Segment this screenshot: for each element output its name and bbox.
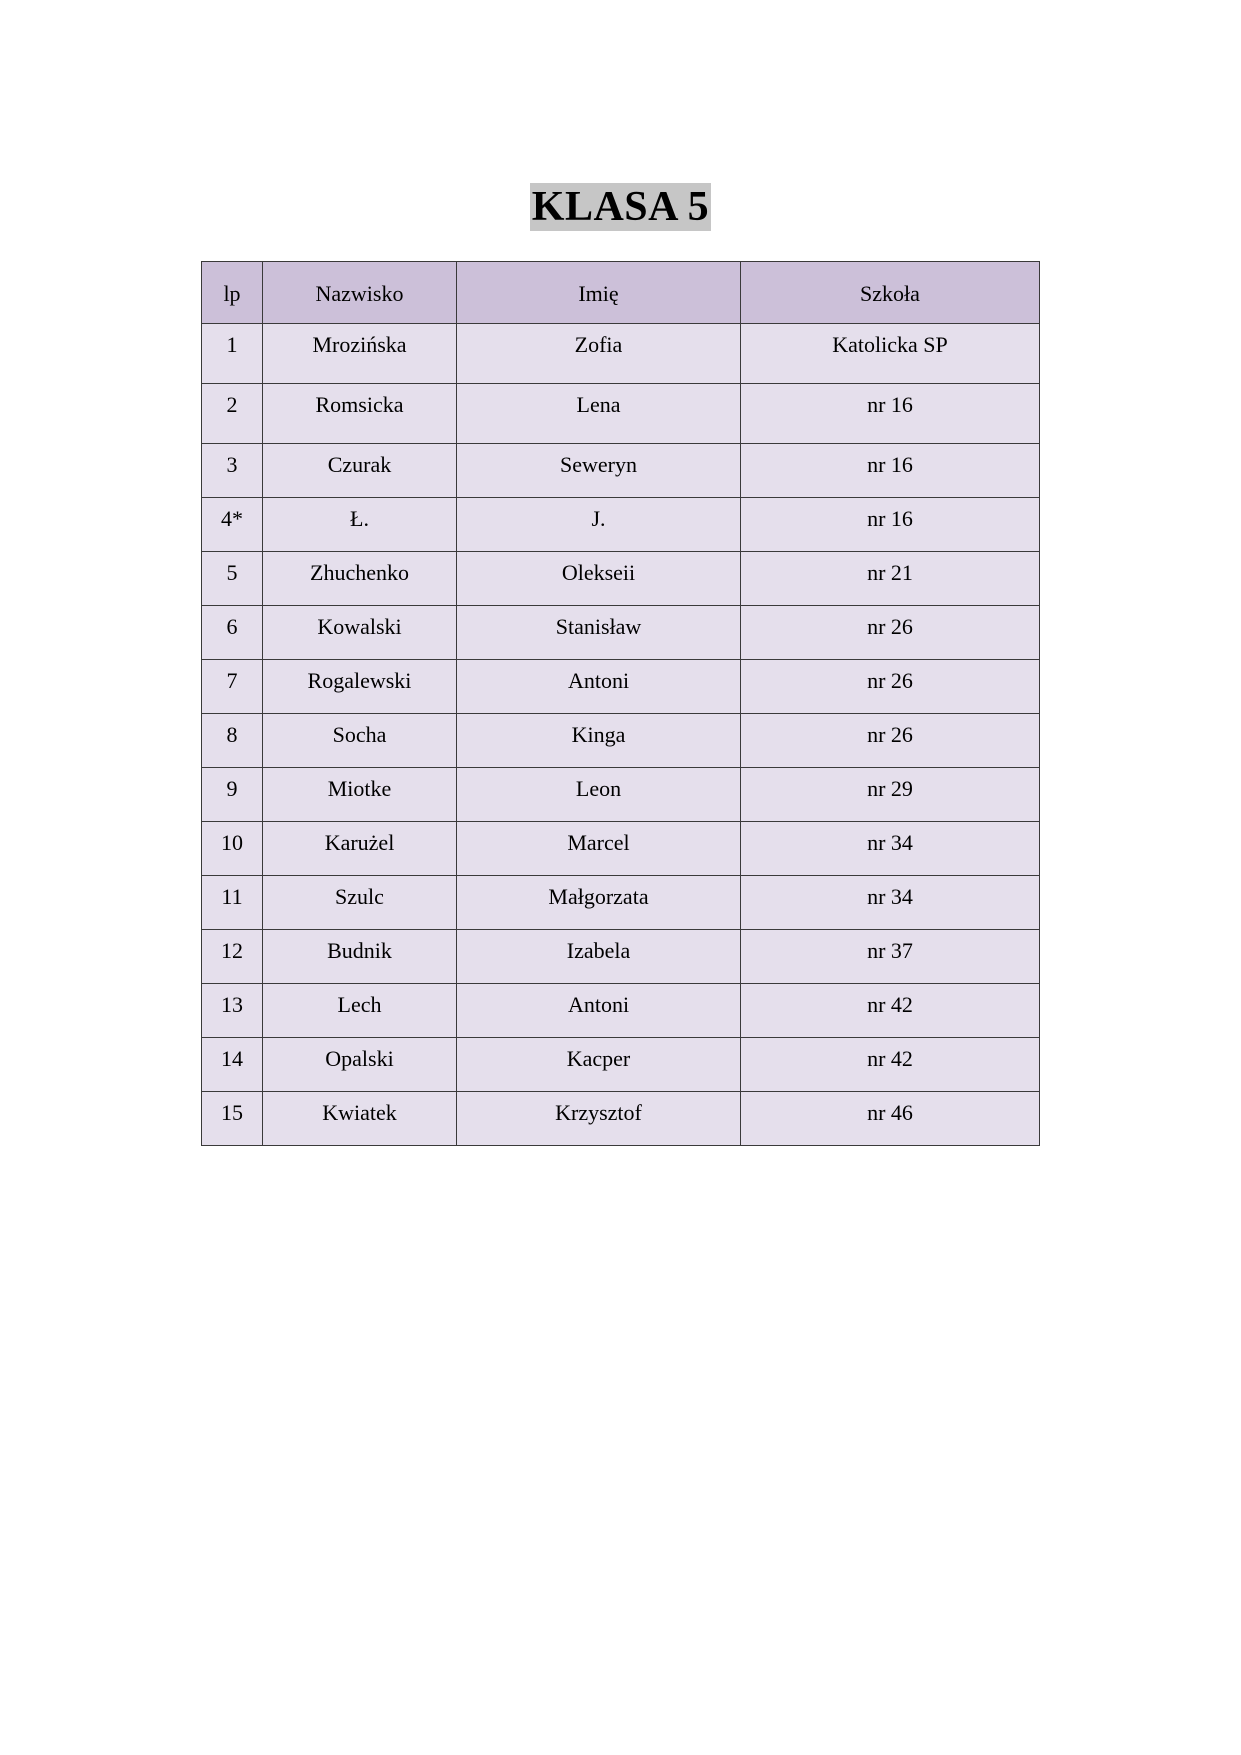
cell-surname: Opalski [263, 1038, 457, 1092]
table-row [202, 876, 1040, 930]
cell-first-name: Krzysztof [457, 1092, 741, 1146]
table-row [202, 660, 1040, 714]
cell-first-name: Marcel [457, 822, 741, 876]
cell-school: nr 37 [741, 930, 1040, 984]
cell-surname: Miotke [263, 768, 457, 822]
cell-surname: Szulc [263, 876, 457, 930]
page-title: KLASA 5 [531, 184, 710, 230]
cell-surname: Romsicka [263, 384, 457, 444]
cell-first-name: Małgorzata [457, 876, 741, 930]
table-row [202, 1092, 1040, 1146]
table-row [202, 552, 1040, 606]
cell-surname: Lech [263, 984, 457, 1038]
cell-first-name: Stanisław [457, 606, 741, 660]
cell-first-name: Kacper [457, 1038, 741, 1092]
cell-surname: Budnik [263, 930, 457, 984]
cell-school: nr 16 [741, 444, 1040, 498]
cell-lp: 8 [202, 714, 263, 768]
table-row [202, 498, 1040, 552]
cell-lp: 15 [202, 1092, 263, 1146]
table-row [202, 444, 1040, 498]
cell-school: nr 34 [741, 876, 1040, 930]
cell-first-name: Leon [457, 768, 741, 822]
cell-first-name: Lena [457, 384, 741, 444]
cell-lp: 14 [202, 1038, 263, 1092]
table-row [202, 984, 1040, 1038]
cell-school: nr 16 [741, 498, 1040, 552]
cell-first-name: Zofia [457, 324, 741, 384]
cell-lp: 13 [202, 984, 263, 1038]
title-container [0, 183, 1241, 231]
table-row [202, 324, 1040, 384]
table-row [202, 822, 1040, 876]
cell-surname: Czurak [263, 444, 457, 498]
cell-lp: 3 [202, 444, 263, 498]
cell-first-name: Olekseii [457, 552, 741, 606]
table-row [202, 930, 1040, 984]
cell-school: nr 26 [741, 714, 1040, 768]
cell-lp: 6 [202, 606, 263, 660]
cell-school: Katolicka SP [741, 324, 1040, 384]
header-lp: lp [202, 262, 263, 324]
table-row [202, 606, 1040, 660]
cell-lp: 12 [202, 930, 263, 984]
cell-first-name: J. [457, 498, 741, 552]
cell-school: nr 26 [741, 606, 1040, 660]
cell-first-name: Izabela [457, 930, 741, 984]
cell-school: nr 16 [741, 384, 1040, 444]
cell-school: nr 42 [741, 1038, 1040, 1092]
table-header-row [202, 262, 1040, 324]
results-table [201, 261, 1040, 1146]
cell-surname: Kowalski [263, 606, 457, 660]
cell-surname: Zhuchenko [263, 552, 457, 606]
header-school: Szkoła [741, 262, 1040, 324]
cell-surname: Karużel [263, 822, 457, 876]
cell-school: nr 42 [741, 984, 1040, 1038]
cell-lp: 9 [202, 768, 263, 822]
cell-surname: Socha [263, 714, 457, 768]
cell-first-name: Seweryn [457, 444, 741, 498]
table-row [202, 1038, 1040, 1092]
cell-school: nr 46 [741, 1092, 1040, 1146]
header-first-name: Imię [457, 262, 741, 324]
cell-lp: 10 [202, 822, 263, 876]
cell-first-name: Kinga [457, 714, 741, 768]
cell-first-name: Antoni [457, 660, 741, 714]
cell-first-name: Antoni [457, 984, 741, 1038]
cell-school: nr 26 [741, 660, 1040, 714]
header-surname: Nazwisko [263, 262, 457, 324]
cell-surname: Rogalewski [263, 660, 457, 714]
cell-surname: Kwiatek [263, 1092, 457, 1146]
table-row [202, 714, 1040, 768]
cell-lp: 5 [202, 552, 263, 606]
cell-lp: 7 [202, 660, 263, 714]
table-row [202, 768, 1040, 822]
cell-lp: 2 [202, 384, 263, 444]
cell-surname: Mrozińska [263, 324, 457, 384]
table-row [202, 384, 1040, 444]
cell-school: nr 34 [741, 822, 1040, 876]
cell-school: nr 21 [741, 552, 1040, 606]
cell-surname: Ł. [263, 498, 457, 552]
cell-school: nr 29 [741, 768, 1040, 822]
cell-lp: 4* [202, 498, 263, 552]
cell-lp: 1 [202, 324, 263, 384]
cell-lp: 11 [202, 876, 263, 930]
